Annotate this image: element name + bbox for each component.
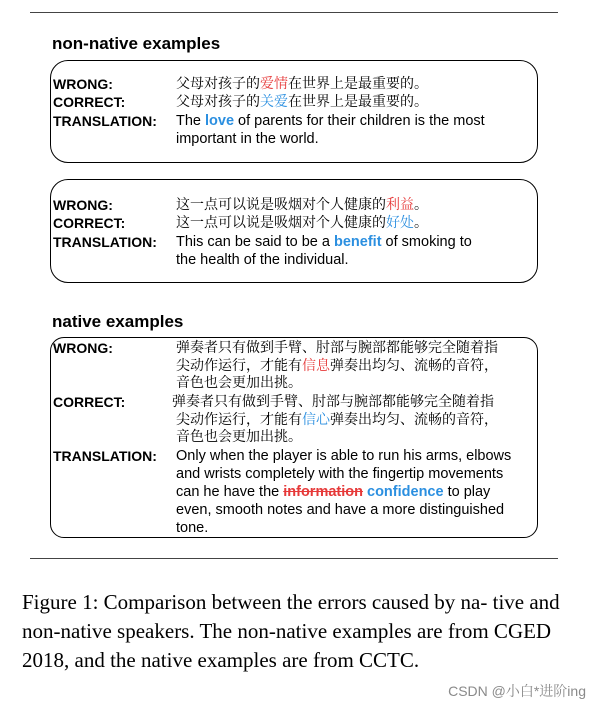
translation-line: This can be said to be a benefit of smoking to	[176, 234, 472, 250]
figure-caption: Figure 1: Comparison between the errors caused by na- tive and non-native speakers. The non-native examples are from CGED 2018, and the native examples are from CCTC.	[22, 590, 560, 672]
translation-line: and wrists completely with the fingertip movements	[176, 466, 504, 482]
fixed-word: 好处	[386, 215, 414, 231]
translated-word: love	[205, 113, 235, 129]
bottom-rule	[30, 558, 558, 559]
wrong-label: WRONG:	[53, 197, 113, 213]
translation-label: TRANSLATION:	[53, 448, 157, 464]
non-native-title: non-native examples	[52, 34, 221, 53]
wrong-sentence: 父母对孩子的爱情在世界上是最重要的。	[176, 76, 428, 92]
fixed-word: 关爱	[260, 94, 288, 110]
wrong-sentence: 尖动作运行，才能有信息弹奏出均匀、流畅的音符，	[176, 358, 498, 374]
native-title: native examples	[52, 312, 184, 331]
translation-line: even, smooth notes and have a more distinguished	[176, 502, 505, 518]
correct-sentence: 尖动作运行，才能有信心弹奏出均匀、流畅的音符，	[176, 412, 498, 428]
top-rule	[30, 12, 558, 13]
translation-line: tone.	[176, 520, 209, 536]
error-word: 信息	[302, 358, 330, 374]
correct-sentence: 父母对孩子的关爱在世界上是最重要的。	[176, 94, 428, 110]
wrong-sentence: 音色也会更加出挑。	[176, 375, 302, 391]
watermark: CSDN @小白*进阶ing	[448, 683, 586, 699]
translated-word: confidence	[367, 484, 444, 500]
translation-line: the health of the individual.	[176, 252, 349, 268]
translation-line: can he have the information confidence to play	[176, 484, 491, 500]
correct-sentence: 音色也会更加出挑。	[176, 429, 302, 445]
wrong-sentence: 这一点可以说是吸烟对个人健康的利益。	[176, 197, 428, 213]
wrong-label: WRONG:	[53, 340, 113, 356]
wrong-sentence: 弹奏者只有做到手臂、肘部与腕部都能够完全随着指	[176, 340, 498, 356]
translation-line: The love of parents for their children is the most	[176, 113, 485, 129]
error-word: 爱情	[260, 76, 288, 92]
translation-label: TRANSLATION:	[53, 113, 157, 129]
fixed-word: 信心	[302, 412, 330, 428]
struck-word: information	[283, 484, 363, 500]
translation-line: Only when the player is able to run his arms, elbows	[176, 448, 512, 464]
wrong-label: WRONG:	[53, 76, 113, 92]
correct-sentence: 这一点可以说是吸烟对个人健康的好处。	[176, 215, 428, 231]
correct-label: CORRECT:	[53, 215, 126, 231]
correct-label: CORRECT:	[53, 394, 126, 410]
translation-label: TRANSLATION:	[53, 234, 157, 250]
correct-label: CORRECT:	[53, 94, 126, 110]
correct-sentence: 弹奏者只有做到手臂、肘部与腕部都能够完全随着指	[172, 394, 494, 410]
translation-line: important in the world.	[176, 131, 319, 147]
error-word: 利益	[386, 197, 414, 213]
translated-word: benefit	[334, 234, 382, 250]
